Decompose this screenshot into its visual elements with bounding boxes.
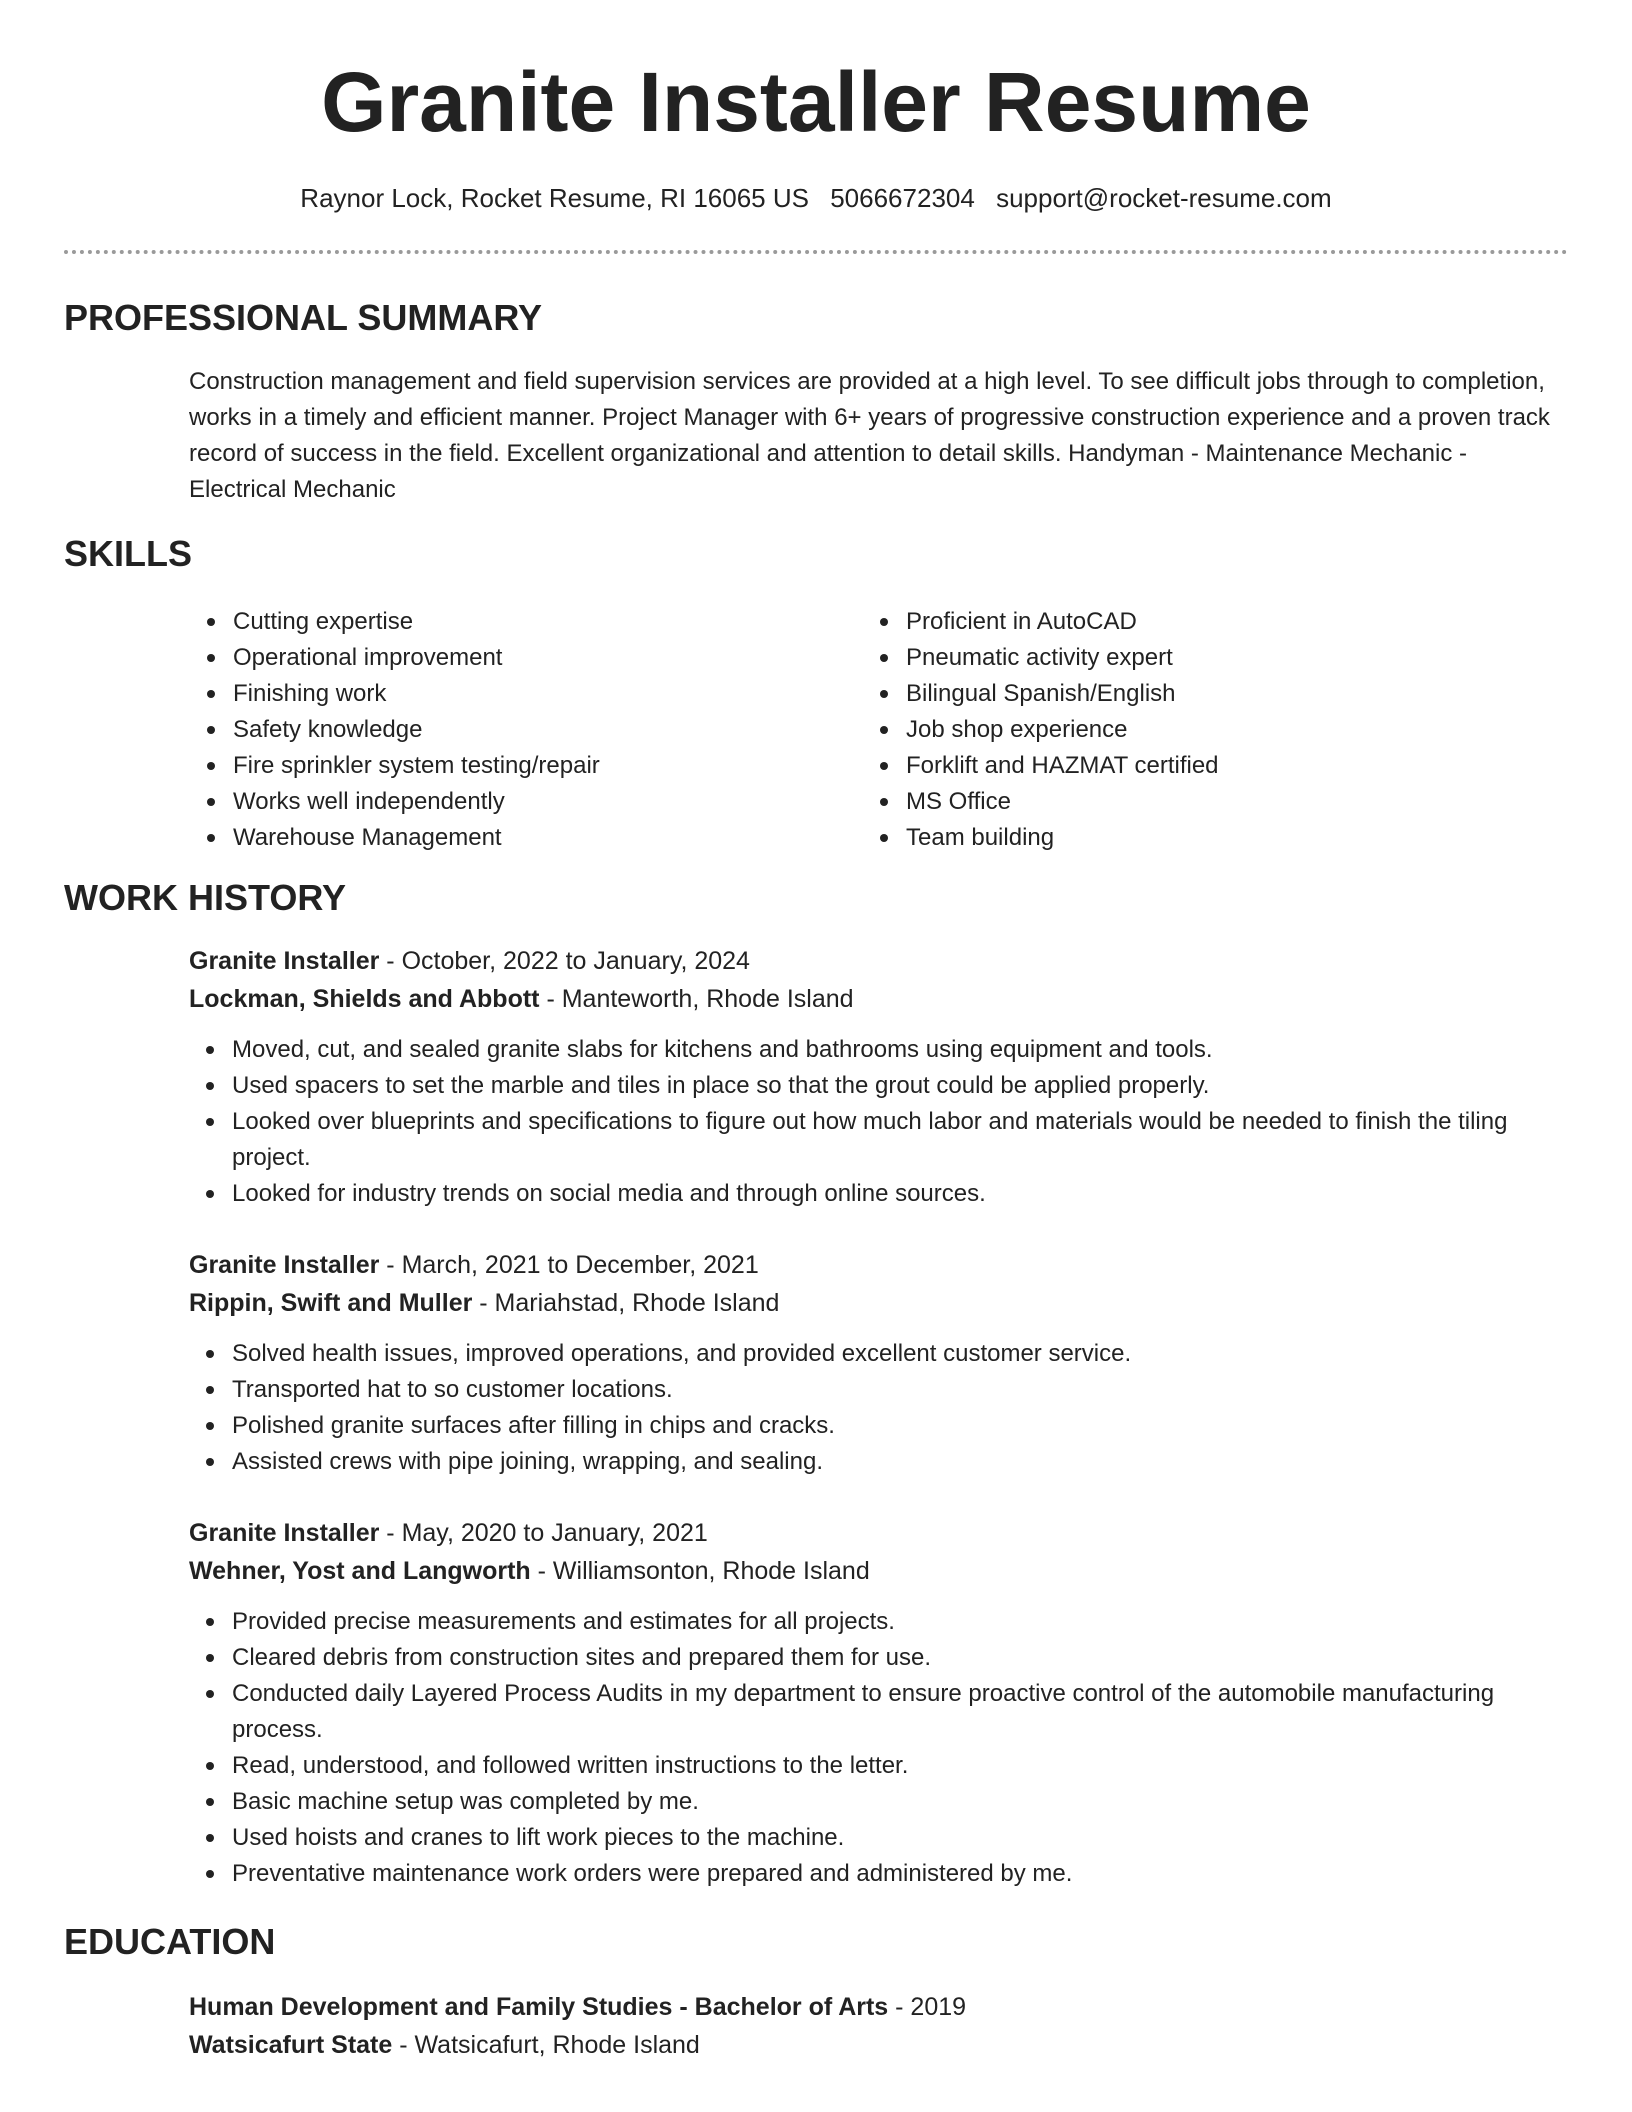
job-bullet: Conducted daily Layered Process Audits in my department to ensure proactive control of the automobile manufacturing process. [188, 1676, 1569, 1748]
skill-item: Job shop experience [862, 712, 1562, 748]
job-location: - Manteworth, Rhode Island [539, 985, 854, 1013]
job-bullets [188, 1032, 1569, 1212]
education-school: Watsicafurt State [189, 2031, 393, 2059]
summary-text: Construction management and field supervision services are provided at a high level. To see difficult jobs through to completion, works in a timely and efficient manner. Project Manager with 6+ years of progressive construction experience and a proven track record of success in the field. Excellent organizational and attention to detail skills. Handyman - Maintenance Mechanic - Electrical Mechanic [189, 368, 1550, 503]
job-bullet: Read, understood, and followed written instructions to the letter. [188, 1748, 1569, 1784]
job-bullet: Looked over blueprints and specifications to figure out how much labor and materials would be needed to finish the tiling project. [188, 1104, 1569, 1176]
education-location: - Watsicafurt, Rhode Island [392, 2031, 700, 2059]
job-company: Lockman, Shields and Abbott [189, 985, 540, 1013]
resume-title: Granite Installer Resume [321, 55, 1311, 149]
work-heading: WORK HISTORY [64, 877, 347, 918]
skill-item: Forklift and HAZMAT certified [862, 748, 1562, 784]
education-degree-line [189, 1988, 1569, 2026]
job-location: - Mariahstad, Rhode Island [472, 1289, 780, 1317]
job-title-line [189, 942, 1569, 980]
job-title: Granite Installer [189, 1519, 380, 1547]
education-degree: Human Development and Family Studies - Bachelor of Arts [189, 1993, 889, 2021]
job-location: - Williamsonton, Rhode Island [530, 1557, 870, 1585]
job-bullet: Used hoists and cranes to lift work pieces to the machine. [188, 1820, 1569, 1856]
job-title-line [189, 1246, 1569, 1284]
contact-line [0, 180, 1632, 216]
contact-address: Raynor Lock, Rocket Resume, RI 16065 US [300, 183, 809, 213]
contact-email: support@rocket-resume.com [996, 183, 1332, 213]
job-bullets [188, 1336, 1569, 1480]
skill-item: Cutting expertise [189, 604, 809, 640]
education-entry [189, 1988, 1569, 2064]
skill-item: Works well independently [189, 784, 809, 820]
job-company-line [189, 1552, 1569, 1590]
skill-item: Team building [862, 820, 1562, 856]
job-bullet: Cleared debris from construction sites and prepared them for use. [188, 1640, 1569, 1676]
skill-item: Warehouse Management [189, 820, 809, 856]
job-company: Rippin, Swift and Muller [189, 1289, 473, 1317]
job-bullet: Used spacers to set the marble and tiles in place so that the grout could be applied properly. [188, 1068, 1569, 1104]
header-divider [64, 250, 1568, 254]
summary-heading: PROFESSIONAL SUMMARY [64, 297, 543, 338]
job-dates: - October, 2022 to January, 2024 [379, 947, 750, 975]
job-bullet: Preventative maintenance work orders were prepared and administered by me. [188, 1856, 1569, 1892]
skills-list-right [862, 604, 1562, 856]
job-bullet: Polished granite surfaces after filling in chips and cracks. [188, 1408, 1569, 1444]
job-entry [189, 942, 1569, 1212]
job-entry [189, 1246, 1569, 1480]
skill-item: Proficient in AutoCAD [862, 604, 1562, 640]
skill-item: Fire sprinkler system testing/repair [189, 748, 809, 784]
job-company-line [189, 980, 1569, 1018]
job-bullet: Looked for industry trends on social media and through online sources. [188, 1176, 1569, 1212]
skill-item: Finishing work [189, 676, 809, 712]
job-bullet: Assisted crews with pipe joining, wrapping, and sealing. [188, 1444, 1569, 1480]
skill-item: MS Office [862, 784, 1562, 820]
job-bullet: Moved, cut, and sealed granite slabs for kitchens and bathrooms using equipment and tools. [188, 1032, 1569, 1068]
education-year: - 2019 [888, 1993, 967, 2021]
education-school-line [189, 2026, 1569, 2064]
job-bullet: Solved health issues, improved operations, and provided excellent customer service. [188, 1336, 1569, 1372]
job-bullets [188, 1604, 1569, 1892]
job-bullet: Basic machine setup was completed by me. [188, 1784, 1569, 1820]
education-heading: EDUCATION [64, 1921, 276, 1962]
skill-item: Safety knowledge [189, 712, 809, 748]
job-entry [189, 1514, 1569, 1892]
job-title: Granite Installer [189, 1251, 380, 1279]
job-bullet: Provided precise measurements and estimates for all projects. [188, 1604, 1569, 1640]
job-bullet: Transported hat to so customer locations. [188, 1372, 1569, 1408]
job-dates: - March, 2021 to December, 2021 [379, 1251, 759, 1279]
job-title-line [189, 1514, 1569, 1552]
skill-item: Pneumatic activity expert [862, 640, 1562, 676]
skills-heading: SKILLS [64, 533, 193, 574]
job-company: Wehner, Yost and Langworth [189, 1557, 531, 1585]
skills-list-left [189, 604, 809, 856]
skill-item: Operational improvement [189, 640, 809, 676]
job-company-line [189, 1284, 1569, 1322]
skill-item: Bilingual Spanish/English [862, 676, 1562, 712]
job-title: Granite Installer [189, 947, 380, 975]
job-dates: - May, 2020 to January, 2021 [379, 1519, 708, 1547]
contact-phone: 5066672304 [830, 183, 975, 213]
